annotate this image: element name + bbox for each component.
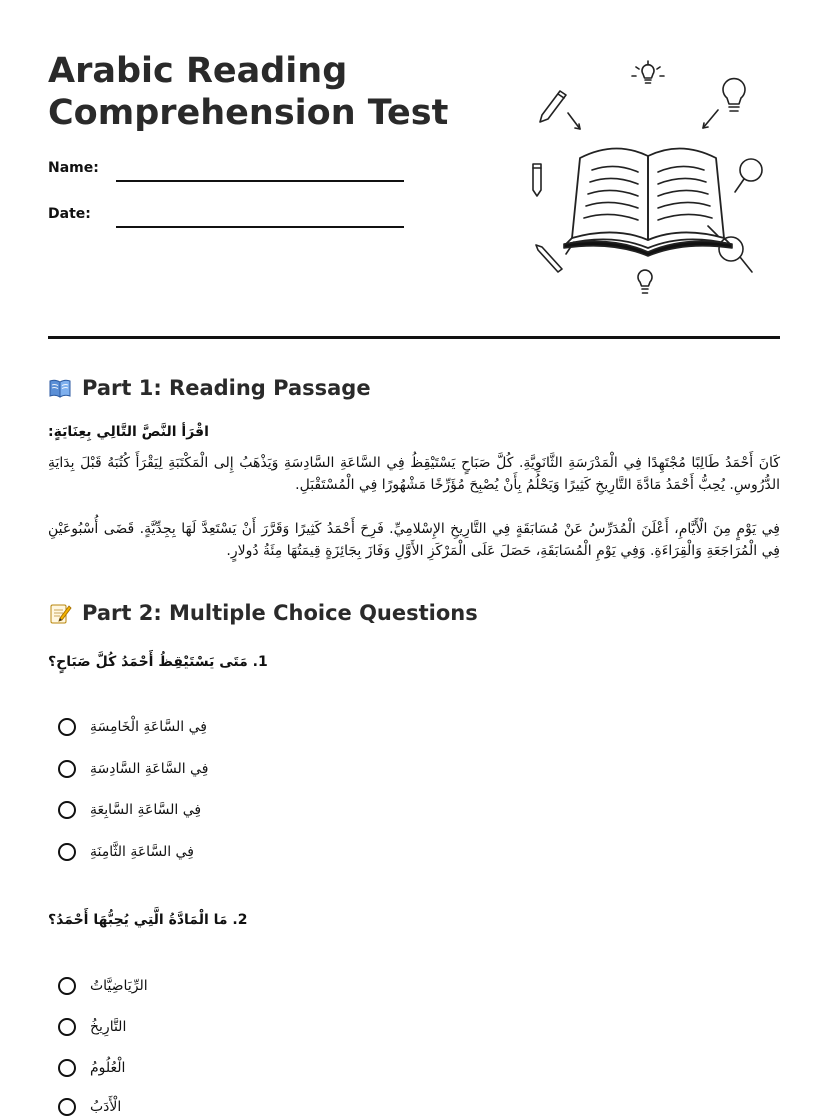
question-1-option-3[interactable] [58, 801, 201, 819]
option-label: فِي السَّاعَةِ الثَّامِنَةِ [90, 844, 194, 860]
radio-button[interactable] [58, 718, 76, 736]
question-2-option-3[interactable] [58, 1059, 125, 1077]
bottom-lightbulb-icon [638, 270, 652, 293]
passage-paragraph-2: فِي يَوْمٍ مِنَ الْأَيَّامِ، أَعْلَنَ الْمُدَرِّسُ عَنْ مُسَابَقَةٍ فِي التَّارِيخِ الإِسْلامِيِّ. فَرِحَ أَحْمَدُ كَثِيرًا وَقَرَّرَ أَنْ يَسْتَعِدَّ لَهَا بِجِدِّيَّةٍ. قَضَى أُسْبُوعَيْنِ فِي الْمُرَاجَعَةِ وَالْقِرَاءَةِ. وَفِي يَوْمِ الْمُسَابَقَةِ، حَصَلَ عَلَى الْمَرْكَزِ الأَوَّلِ وَفَازَ بِجَائِزَةٍ قِيمَتُهَا مِئَةُ دُولارٍ. [48, 521, 780, 559]
top-lightbulb-icon [632, 61, 664, 83]
radio-button[interactable] [58, 1098, 76, 1116]
radio-button[interactable] [58, 801, 76, 819]
open-book-illustration-icon [520, 58, 790, 308]
open-book-icon [564, 148, 732, 256]
option-label: الْعُلُومُ [90, 1060, 126, 1076]
option-label: التَّارِيخُ [90, 1019, 127, 1035]
part1-heading [48, 376, 371, 400]
option-label: الْأَدَبُ [90, 1099, 122, 1115]
question-1-option-1[interactable] [58, 718, 207, 736]
part2-heading [48, 601, 478, 625]
question-1-text: 1. مَتَى يَسْتَيْقِظُ أَحْمَدُ كُلَّ صَبَاحٍ؟ [48, 654, 268, 670]
question-2-text: 2. مَا الْمَادَّةُ الَّتِي يُحِبُّهَا أَحْمَدُ؟ [48, 912, 248, 928]
page-title [48, 50, 488, 134]
question-1-option-4[interactable] [58, 843, 194, 861]
lightbulb-icon-top-right [703, 79, 745, 128]
name-field-line[interactable] [116, 180, 404, 182]
question-2-option-2[interactable] [58, 1018, 126, 1036]
date-label: Date: [48, 206, 91, 222]
magnifier-icon-right [735, 159, 762, 192]
magnifier-icon-bottom-right [708, 226, 752, 272]
question-2-option-1[interactable] [58, 977, 148, 995]
open-book-emoji-icon [48, 376, 72, 400]
name-label: Name: [48, 160, 99, 176]
memo-pencil-emoji-icon [48, 601, 72, 625]
radio-button[interactable] [58, 1059, 76, 1077]
reading-instruction: اقْرَأ النَّصَّ التَّالِي بِعِنَايَةٍ: [48, 424, 209, 440]
option-label: فِي السَّاعَةِ الْخَامِسَةِ [90, 719, 207, 735]
question-2-option-4[interactable] [58, 1098, 121, 1116]
part1-heading-text: Part 1: Reading Passage [82, 376, 371, 400]
radio-button[interactable] [58, 843, 76, 861]
radio-button[interactable] [58, 760, 76, 778]
option-label: الرِّيَاضِيَّاتُ [90, 978, 148, 994]
title-line-2: Comprehension Test [48, 93, 449, 133]
pencil-icon-top-left [540, 91, 580, 129]
date-field-line[interactable] [116, 226, 404, 228]
question-1-option-2[interactable] [58, 760, 208, 778]
part2-heading-text: Part 2: Multiple Choice Questions [82, 601, 478, 625]
option-label: فِي السَّاعَةِ السَّابِعَةِ [90, 802, 202, 818]
radio-button[interactable] [58, 977, 76, 995]
passage-paragraph-1: كَانَ أَحْمَدُ طَالِبًا مُجْتَهِدًا فِي الْمَدْرَسَةِ الثَّانَوِيَّةِ. كُلَّ صَبَاحٍ يَسْتَيْقِظُ فِي السَّاعَةِ السَّادِسَةِ وَيَذْهَبُ إِلى الْمَكْتَبَةِ لِيَقْرَأَ كُتُبَهُ قَبْلَ بِدَايَةِ الدُّرُوسِ. يُحِبُّ أَحْمَدُ مَادَّةَ التَّارِيخِ كَثِيرًا وَيَحْلُمُ بِأَنْ يُصْبِحَ مُؤَرِّخًا مَشْهُورًا فِي الْمُسْتَقْبَلِ. [48, 455, 780, 493]
header-divider [48, 336, 780, 339]
radio-button[interactable] [58, 1018, 76, 1036]
title-line-1: Arabic Reading [48, 51, 348, 91]
option-label: فِي السَّاعَةِ السَّادِسَةِ [90, 761, 209, 777]
pencil-icon-left [533, 164, 541, 196]
